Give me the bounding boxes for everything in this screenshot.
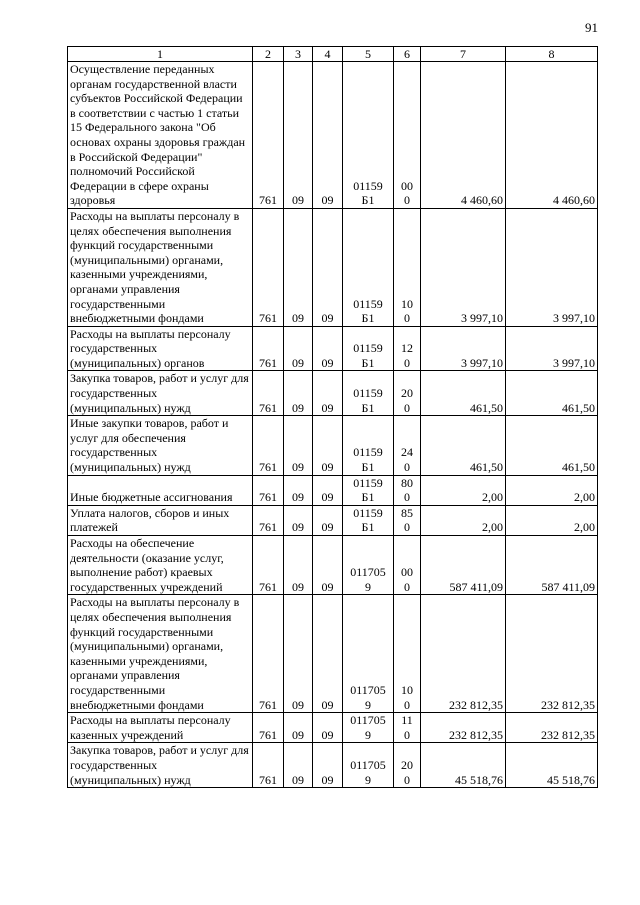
row-amount-7: 2,00 <box>421 505 506 535</box>
row-code-4: 09 <box>313 416 343 475</box>
column-header-5: 5 <box>343 47 394 62</box>
row-code-2: 761 <box>253 208 284 326</box>
row-amount-8: 4 460,60 <box>506 62 598 209</box>
row-name: Расходы на выплаты персоналу в целях обеспечения выполнения функций государственными (муниципальными) органами, казенными учреждениями, органами управления государственными внебюджетными фондами <box>68 208 253 326</box>
row-code-2: 761 <box>253 62 284 209</box>
row-amount-7: 232 812,35 <box>421 713 506 743</box>
row-code-4: 09 <box>313 208 343 326</box>
row-amount-7: 2,00 <box>421 475 506 505</box>
table-row <box>68 505 598 535</box>
row-name: Закупка товаров, работ и услуг для государственных (муниципальных) нужд <box>68 743 253 788</box>
row-code-6: 11 0 <box>394 713 421 743</box>
row-code-5: 01159 Б1 <box>343 371 394 416</box>
row-amount-8: 3 997,10 <box>506 208 598 326</box>
row-code-5: 011705 9 <box>343 743 394 788</box>
table-row <box>68 743 598 788</box>
row-amount-8: 232 812,35 <box>506 713 598 743</box>
row-amount-7: 4 460,60 <box>421 62 506 209</box>
row-name: Уплата налогов, сборов и иных платежей <box>68 505 253 535</box>
row-code-3: 09 <box>284 208 313 326</box>
row-code-2: 761 <box>253 595 284 713</box>
row-amount-8: 587 411,09 <box>506 536 598 595</box>
header-row <box>68 47 598 62</box>
column-header-8: 8 <box>506 47 598 62</box>
row-code-3: 09 <box>284 536 313 595</box>
page-number: 91 <box>585 20 598 35</box>
row-code-6: 00 0 <box>394 62 421 209</box>
row-code-3: 09 <box>284 505 313 535</box>
column-header-2: 2 <box>253 47 284 62</box>
table-row <box>68 536 598 595</box>
row-code-3: 09 <box>284 371 313 416</box>
row-code-6: 24 0 <box>394 416 421 475</box>
row-code-2: 761 <box>253 416 284 475</box>
row-code-2: 761 <box>253 505 284 535</box>
row-code-4: 09 <box>313 62 343 209</box>
row-amount-8: 2,00 <box>506 505 598 535</box>
column-header-6: 6 <box>394 47 421 62</box>
row-amount-8: 461,50 <box>506 416 598 475</box>
row-code-6: 12 0 <box>394 326 421 371</box>
column-header-1: 1 <box>68 47 253 62</box>
row-code-5: 01159 Б1 <box>343 326 394 371</box>
column-header-3: 3 <box>284 47 313 62</box>
row-code-5: 011705 9 <box>343 713 394 743</box>
row-code-4: 09 <box>313 713 343 743</box>
row-amount-8: 45 518,76 <box>506 743 598 788</box>
table-row <box>68 595 598 713</box>
row-amount-8: 2,00 <box>506 475 598 505</box>
row-code-4: 09 <box>313 326 343 371</box>
row-amount-7: 3 997,10 <box>421 208 506 326</box>
row-code-6: 20 0 <box>394 371 421 416</box>
row-code-2: 761 <box>253 475 284 505</box>
row-code-5: 01159 Б1 <box>343 505 394 535</box>
row-code-3: 09 <box>284 475 313 505</box>
row-code-3: 09 <box>284 62 313 209</box>
row-code-3: 09 <box>284 743 313 788</box>
row-code-5: 01159 Б1 <box>343 416 394 475</box>
row-code-5: 01159 Б1 <box>343 62 394 209</box>
row-amount-7: 587 411,09 <box>421 536 506 595</box>
row-name: Расходы на выплаты персоналу в целях обеспечения выполнения функций государственными (муниципальными) органами, казенными учреждениями, органами управления государственными внебюджетными фондами <box>68 595 253 713</box>
row-code-6: 85 0 <box>394 505 421 535</box>
row-amount-7: 232 812,35 <box>421 595 506 713</box>
table-row <box>68 326 598 371</box>
row-code-4: 09 <box>313 743 343 788</box>
row-amount-7: 461,50 <box>421 371 506 416</box>
row-code-4: 09 <box>313 536 343 595</box>
budget-table <box>67 46 598 788</box>
row-code-6: 20 0 <box>394 743 421 788</box>
row-code-4: 09 <box>313 475 343 505</box>
row-name: Иные бюджетные ассигнования <box>68 475 253 505</box>
row-code-4: 09 <box>313 595 343 713</box>
row-amount-8: 232 812,35 <box>506 595 598 713</box>
row-amount-8: 3 997,10 <box>506 326 598 371</box>
table-row <box>68 416 598 475</box>
row-amount-7: 45 518,76 <box>421 743 506 788</box>
table-row <box>68 371 598 416</box>
row-code-4: 09 <box>313 505 343 535</box>
row-code-6: 00 0 <box>394 536 421 595</box>
row-amount-7: 461,50 <box>421 416 506 475</box>
row-code-3: 09 <box>284 416 313 475</box>
table-row <box>68 208 598 326</box>
row-amount-7: 3 997,10 <box>421 326 506 371</box>
row-code-2: 761 <box>253 743 284 788</box>
table-row <box>68 713 598 743</box>
row-name: Осуществление переданных органам государственной власти субъектов Российской Федерации в соответствии с частью 1 статьи 15 Федерального закона "Об основах охраны здоровья граждан в Российской Федерации" полномочий Российской Федерации в сфере охраны здоровья <box>68 62 253 209</box>
row-code-3: 09 <box>284 713 313 743</box>
row-code-5: 011705 9 <box>343 536 394 595</box>
column-header-4: 4 <box>313 47 343 62</box>
row-code-2: 761 <box>253 536 284 595</box>
row-code-6: 10 0 <box>394 595 421 713</box>
row-code-4: 09 <box>313 371 343 416</box>
row-code-3: 09 <box>284 326 313 371</box>
row-code-3: 09 <box>284 595 313 713</box>
row-code-2: 761 <box>253 713 284 743</box>
row-name: Расходы на обеспечение деятельности (оказание услуг, выполнение работ) краевых государственных учреждений <box>68 536 253 595</box>
row-name: Иные закупки товаров, работ и услуг для обеспечения государственных (муниципальных) нужд <box>68 416 253 475</box>
row-code-5: 01159 Б1 <box>343 208 394 326</box>
row-code-6: 80 0 <box>394 475 421 505</box>
table-row <box>68 62 598 209</box>
row-code-2: 761 <box>253 326 284 371</box>
row-code-5: 01159 Б1 <box>343 475 394 505</box>
column-header-7: 7 <box>421 47 506 62</box>
table-row <box>68 475 598 505</box>
row-amount-8: 461,50 <box>506 371 598 416</box>
row-name: Расходы на выплаты персоналу казенных учреждений <box>68 713 253 743</box>
row-code-2: 761 <box>253 371 284 416</box>
row-name: Закупка товаров, работ и услуг для государственных (муниципальных) нужд <box>68 371 253 416</box>
row-code-6: 10 0 <box>394 208 421 326</box>
row-code-5: 011705 9 <box>343 595 394 713</box>
row-name: Расходы на выплаты персоналу государственных (муниципальных) органов <box>68 326 253 371</box>
